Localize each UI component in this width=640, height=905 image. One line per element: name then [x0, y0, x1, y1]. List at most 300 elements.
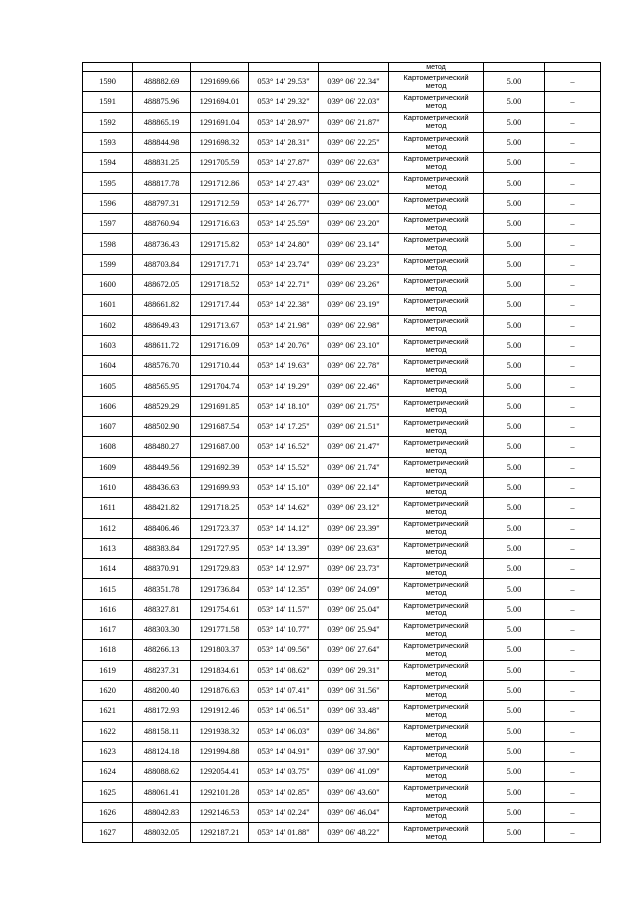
cell-latitude: 053° 14' 06.51": [249, 701, 319, 721]
cell-error: 5.00: [484, 214, 545, 234]
cell-method: [389, 538, 484, 558]
cell-longitude: 039° 06' 22.34": [319, 72, 389, 92]
cell-error: 5.00: [484, 660, 545, 680]
cell-y: 1292054.41: [191, 762, 249, 782]
cell-y: 1291727.95: [191, 538, 249, 558]
cell-method: [389, 132, 484, 152]
cell-note: –: [545, 579, 601, 599]
cell-point-number: 1605: [83, 376, 133, 396]
cell-longitude: 039° 06' 23.73": [319, 559, 389, 579]
method-line-2: метод: [425, 506, 447, 516]
cell-error: 5.00: [484, 640, 545, 660]
cell-y: 1291803.37: [191, 640, 249, 660]
cell-y: 1291699.93: [191, 477, 249, 497]
table-row: [83, 92, 601, 112]
cell-longitude: 039° 06' 21.51": [319, 417, 389, 437]
method-line-1: Картометрический: [403, 499, 469, 509]
cell-empty: [319, 63, 389, 72]
table-row: [83, 295, 601, 315]
cell-longitude: 039° 06' 23.14": [319, 234, 389, 254]
method-line-2: метод: [425, 263, 447, 273]
cell-note: –: [545, 132, 601, 152]
cell-latitude: 053° 14' 12.97": [249, 559, 319, 579]
cell-x: 488797.31: [133, 193, 191, 213]
table-row: [83, 173, 601, 193]
cell-note: –: [545, 376, 601, 396]
table-row: [83, 437, 601, 457]
cell-latitude: 053° 14' 19.63": [249, 356, 319, 376]
cell-point-number: 1607: [83, 417, 133, 437]
cell-note: –: [545, 315, 601, 335]
cell-empty: [249, 63, 319, 72]
cell-latitude: 053° 14' 13.39": [249, 538, 319, 558]
cell-latitude: 053° 14' 28.97": [249, 112, 319, 132]
cell-x: 488370.91: [133, 559, 191, 579]
cell-empty: [545, 63, 601, 72]
method-line-2: метод: [425, 730, 447, 740]
cell-note: –: [545, 559, 601, 579]
cell-point-number: 1615: [83, 579, 133, 599]
cell-longitude: 039° 06' 22.78": [319, 356, 389, 376]
cell-y: 1291712.59: [191, 193, 249, 213]
cell-note: –: [545, 477, 601, 497]
cell-error: 5.00: [484, 437, 545, 457]
cell-error: 5.00: [484, 802, 545, 822]
method-line-1: Картометрический: [403, 702, 469, 712]
method-line-2: метод: [425, 588, 447, 598]
cell-longitude: 039° 06' 22.14": [319, 477, 389, 497]
cell-point-number: 1608: [83, 437, 133, 457]
method-line-2: метод: [425, 811, 447, 821]
cell-longitude: 039° 06' 23.19": [319, 295, 389, 315]
table-row: [83, 599, 601, 619]
cell-error: 5.00: [484, 356, 545, 376]
cell-latitude: 053° 14' 18.10": [249, 396, 319, 416]
cell-note: –: [545, 741, 601, 761]
cell-longitude: 039° 06' 23.20": [319, 214, 389, 234]
cell-note: –: [545, 274, 601, 294]
cell-method: [389, 214, 484, 234]
cell-x: 488817.78: [133, 173, 191, 193]
method-line-2: метод: [425, 202, 447, 212]
method-line-1: Картометрический: [403, 113, 469, 123]
method-line-2: метод: [425, 709, 447, 719]
cell-x: 488529.29: [133, 396, 191, 416]
table-row: [83, 741, 601, 761]
cell-note: –: [545, 72, 601, 92]
cell-error: 5.00: [484, 112, 545, 132]
cell-method: [389, 417, 484, 437]
cell-x: 488042.83: [133, 802, 191, 822]
cell-longitude: 039° 06' 46.04": [319, 802, 389, 822]
cell-x: 488672.05: [133, 274, 191, 294]
cell-note: –: [545, 193, 601, 213]
cell-error: 5.00: [484, 741, 545, 761]
method-line-2: метод: [425, 527, 447, 537]
method-line-2: метод: [425, 770, 447, 780]
method-line-1: Картометрический: [403, 336, 469, 346]
cell-x: 488266.13: [133, 640, 191, 660]
cell-point-number: 1597: [83, 214, 133, 234]
cell-point-number: 1610: [83, 477, 133, 497]
cell-point-number: 1624: [83, 762, 133, 782]
method-line-2: метод: [425, 141, 447, 151]
cell-error: 5.00: [484, 234, 545, 254]
cell-note: –: [545, 762, 601, 782]
cell-note: –: [545, 173, 601, 193]
cell-note: –: [545, 396, 601, 416]
cell-longitude: 039° 06' 43.60": [319, 782, 389, 802]
cell-x: 488436.63: [133, 477, 191, 497]
cell-point-number: 1626: [83, 802, 133, 822]
cell-error: 5.00: [484, 315, 545, 335]
table-row: [83, 782, 601, 802]
method-line-1: Картометрический: [403, 377, 469, 387]
cell-error: 5.00: [484, 396, 545, 416]
cell-latitude: 053° 14' 28.31": [249, 132, 319, 152]
method-line-1: Картометрический: [403, 600, 469, 610]
cell-latitude: 053° 14' 02.24": [249, 802, 319, 822]
table-row: [83, 721, 601, 741]
cell-x: 488351.78: [133, 579, 191, 599]
cell-method: [389, 72, 484, 92]
cell-x: 488565.95: [133, 376, 191, 396]
cell-longitude: 039° 06' 21.74": [319, 457, 389, 477]
cell-latitude: 053° 14' 03.75": [249, 762, 319, 782]
cell-x: 488611.72: [133, 335, 191, 355]
method-line-1: Картометрический: [403, 214, 469, 224]
table-row: [83, 538, 601, 558]
cell-longitude: 039° 06' 48.22": [319, 822, 389, 842]
cell-x: 488421.82: [133, 498, 191, 518]
method-line-1: Картометрический: [403, 397, 469, 407]
cell-x: 488844.98: [133, 132, 191, 152]
cell-x: 488502.90: [133, 417, 191, 437]
cell-longitude: 039° 06' 24.09": [319, 579, 389, 599]
table-row: [83, 193, 601, 213]
method-line-2: метод: [425, 80, 447, 90]
cell-method: [389, 599, 484, 619]
cell-x: 488865.19: [133, 112, 191, 132]
cell-error: 5.00: [484, 173, 545, 193]
cell-latitude: 053° 14' 07.41": [249, 680, 319, 700]
method-line-1: Картометрический: [403, 722, 469, 732]
cell-method: [389, 234, 484, 254]
method-line-1: Картометрический: [403, 559, 469, 569]
cell-note: –: [545, 335, 601, 355]
cell-point-number: 1590: [83, 72, 133, 92]
method-line-2: метод: [425, 486, 447, 496]
table-row: [83, 214, 601, 234]
cell-longitude: 039° 06' 21.47": [319, 437, 389, 457]
cell-y: 1291713.67: [191, 315, 249, 335]
cell-error: 5.00: [484, 477, 545, 497]
cell-point-number: 1592: [83, 112, 133, 132]
cell-latitude: 053° 14' 21.98": [249, 315, 319, 335]
method-line-2: метод: [425, 689, 447, 699]
cell-y: 1291938.32: [191, 721, 249, 741]
cell-y: 1291691.04: [191, 112, 249, 132]
cell-x: 488088.62: [133, 762, 191, 782]
cell-method: [389, 254, 484, 274]
cell-latitude: 053° 14' 29.32": [249, 92, 319, 112]
cell-point-number: 1613: [83, 538, 133, 558]
cell-error: 5.00: [484, 559, 545, 579]
cell-point-number: 1622: [83, 721, 133, 741]
cell-note: –: [545, 417, 601, 437]
cell-x: 488649.43: [133, 315, 191, 335]
cell-error: 5.00: [484, 599, 545, 619]
method-line-1: Картометрический: [403, 641, 469, 651]
cell-longitude: 039° 06' 23.12": [319, 498, 389, 518]
cell-point-number: 1593: [83, 132, 133, 152]
table-body: [83, 63, 601, 843]
cell-point-number: 1599: [83, 254, 133, 274]
method-line-2: метод: [425, 243, 447, 253]
cell-point-number: 1617: [83, 620, 133, 640]
cell-longitude: 039° 06' 34.86": [319, 721, 389, 741]
cell-method: [389, 153, 484, 173]
cell-x: 488327.81: [133, 599, 191, 619]
table-row: [83, 680, 601, 700]
cell-point-number: 1603: [83, 335, 133, 355]
table-row: [83, 274, 601, 294]
cell-method: [389, 782, 484, 802]
method-line-2: метод: [425, 161, 447, 171]
method-line-1: Картометрический: [403, 275, 469, 285]
cell-y: 1291705.59: [191, 153, 249, 173]
cell-method: [389, 721, 484, 741]
cell-empty: [191, 63, 249, 72]
cell-y: 1291704.74: [191, 376, 249, 396]
cell-note: –: [545, 802, 601, 822]
cell-note: –: [545, 822, 601, 842]
cell-error: 5.00: [484, 376, 545, 396]
cell-y: 1291716.09: [191, 335, 249, 355]
cell-longitude: 039° 06' 31.56": [319, 680, 389, 700]
cell-point-number: 1591: [83, 92, 133, 112]
cell-y: 1291717.44: [191, 295, 249, 315]
method-line-1: Картометрический: [403, 194, 469, 204]
cell-latitude: 053° 14' 06.03": [249, 721, 319, 741]
cell-longitude: 039° 06' 22.25": [319, 132, 389, 152]
method-line-1: Картометрический: [403, 357, 469, 366]
cell-error: 5.00: [484, 498, 545, 518]
cell-y: 1291687.54: [191, 417, 249, 437]
method-line-1: Картометрический: [403, 133, 469, 143]
method-line-2: метод: [425, 648, 447, 658]
cell-point-number: 1604: [83, 356, 133, 376]
cell-method: [389, 620, 484, 640]
method-line-1: Картометрический: [403, 458, 469, 468]
cell-method: [389, 680, 484, 700]
cell-method: [389, 193, 484, 213]
method-line-2: метод: [425, 445, 447, 455]
method-line-2: метод: [425, 324, 447, 334]
cell-point-number: 1595: [83, 173, 133, 193]
cell-latitude: 053° 14' 22.38": [249, 295, 319, 315]
cell-longitude: 039° 06' 22.98": [319, 315, 389, 335]
method-line-2: метод: [425, 283, 447, 293]
cell-method: [389, 173, 484, 193]
cell-method: [389, 274, 484, 294]
cell-note: –: [545, 538, 601, 558]
cell-longitude: 039° 06' 22.46": [319, 376, 389, 396]
table-row: [83, 132, 601, 152]
cell-note: –: [545, 356, 601, 376]
cell-error: 5.00: [484, 153, 545, 173]
method-line-1: Картометрический: [403, 762, 469, 772]
cell-error: 5.00: [484, 538, 545, 558]
cell-point-number: 1618: [83, 640, 133, 660]
cell-note: –: [545, 498, 601, 518]
table-row: [83, 335, 601, 355]
cell-note: –: [545, 701, 601, 721]
method-line-2: метод: [425, 100, 447, 110]
table-row: [83, 396, 601, 416]
cell-error: 5.00: [484, 822, 545, 842]
cell-note: –: [545, 721, 601, 741]
cell-longitude: 039° 06' 37.90": [319, 741, 389, 761]
cell-y: 1291723.37: [191, 518, 249, 538]
method-line-1: Картометрический: [403, 783, 469, 793]
cell-longitude: 039° 06' 21.87": [319, 112, 389, 132]
cell-x: 488875.96: [133, 92, 191, 112]
cell-error: 5.00: [484, 72, 545, 92]
cell-error: 5.00: [484, 782, 545, 802]
cell-latitude: 053° 14' 26.77": [249, 193, 319, 213]
cell-latitude: 053° 14' 27.87": [249, 153, 319, 173]
cell-error: 5.00: [484, 762, 545, 782]
table-row: [83, 72, 601, 92]
cell-point-number: 1596: [83, 193, 133, 213]
method-line-2: метод: [425, 222, 447, 232]
method-line-2: метод: [425, 628, 447, 638]
table-row: [83, 559, 601, 579]
method-line-2: метод: [425, 750, 447, 760]
cell-note: –: [545, 680, 601, 700]
coordinates-table: [82, 62, 601, 843]
method-line-1: Картометрический: [403, 72, 469, 82]
cell-y: 1292146.53: [191, 802, 249, 822]
cell-x: 488061.41: [133, 782, 191, 802]
cell-method: [389, 802, 484, 822]
cell-latitude: 053° 14' 29.53": [249, 72, 319, 92]
cell-method: [389, 112, 484, 132]
cell-method: [389, 579, 484, 599]
method-line-2: метод: [425, 547, 447, 557]
cell-latitude: 053° 14' 17.25": [249, 417, 319, 437]
cell-note: –: [545, 153, 601, 173]
cell-method: [389, 437, 484, 457]
cell-method: [389, 396, 484, 416]
method-line-2: метод: [425, 364, 447, 374]
cell-note: –: [545, 295, 601, 315]
cell-latitude: 053° 14' 08.62": [249, 660, 319, 680]
cell-point-number: 1600: [83, 274, 133, 294]
cell-method: [389, 356, 484, 376]
cell-latitude: 053° 14' 27.43": [249, 173, 319, 193]
method-line-2: метод: [425, 121, 447, 131]
method-line-2: метод: [425, 669, 447, 679]
cell-y: 1291834.61: [191, 660, 249, 680]
method-line-2: метод: [425, 466, 447, 476]
cell-longitude: 039° 06' 29.31": [319, 660, 389, 680]
cell-error: 5.00: [484, 335, 545, 355]
cell-empty: [133, 63, 191, 72]
table-row: [83, 417, 601, 437]
cell-y: 1291729.83: [191, 559, 249, 579]
cell-point-number: 1625: [83, 782, 133, 802]
cell-x: 488736.43: [133, 234, 191, 254]
cell-error: 5.00: [484, 620, 545, 640]
cell-y: 1291699.66: [191, 72, 249, 92]
cell-longitude: 039° 06' 22.63": [319, 153, 389, 173]
cell-latitude: 053° 14' 22.71": [249, 274, 319, 294]
method-line-2: метод: [425, 791, 447, 801]
cell-longitude: 039° 06' 25.94": [319, 620, 389, 640]
cell-longitude: 039° 06' 41.09": [319, 762, 389, 782]
cell-error: 5.00: [484, 132, 545, 152]
table-row: [83, 315, 601, 335]
table-row: [83, 356, 601, 376]
method-line-1: Картометрический: [403, 823, 469, 833]
cell-latitude: 053° 14' 25.59": [249, 214, 319, 234]
method-line-2: метод: [425, 567, 447, 577]
method-line-1: Картометрический: [403, 316, 469, 326]
method-line-1: Картометрический: [403, 681, 469, 691]
method-line-1: Картометрический: [403, 255, 469, 265]
cell-note: –: [545, 92, 601, 112]
cell-method: [389, 741, 484, 761]
method-line-2: метод: [425, 182, 447, 192]
cell-note: –: [545, 214, 601, 234]
cell-error: 5.00: [484, 193, 545, 213]
cell-y: 1291710.44: [191, 356, 249, 376]
cell-error: 5.00: [484, 274, 545, 294]
table-row: [83, 457, 601, 477]
table-row: [83, 579, 601, 599]
cell-x: 488661.82: [133, 295, 191, 315]
cell-note: –: [545, 660, 601, 680]
cell-method: [389, 477, 484, 497]
cell-method: [389, 701, 484, 721]
cell-method: [389, 457, 484, 477]
cell-longitude: 039° 06' 33.48": [319, 701, 389, 721]
cell-point-number: 1606: [83, 396, 133, 416]
cell-note: –: [545, 254, 601, 274]
cell-x: 488406.46: [133, 518, 191, 538]
method-line-1: Картометрический: [403, 580, 469, 590]
cell-y: 1291717.71: [191, 254, 249, 274]
cell-x: 488237.31: [133, 660, 191, 680]
method-line-2: метод: [425, 385, 447, 395]
method-line-1: Картометрический: [403, 803, 469, 813]
method-line-1: Картометрический: [403, 478, 469, 488]
cell-error: 5.00: [484, 417, 545, 437]
cell-point-number: 1627: [83, 822, 133, 842]
cell-longitude: 039° 06' 23.63": [319, 538, 389, 558]
cell-error: 5.00: [484, 295, 545, 315]
method-line-2: метод: [425, 405, 447, 415]
cell-y: 1292101.28: [191, 782, 249, 802]
cell-method: [389, 762, 484, 782]
cell-latitude: 053° 14' 15.52": [249, 457, 319, 477]
cell-x: 488760.94: [133, 214, 191, 234]
cell-latitude: 053° 14' 11.57": [249, 599, 319, 619]
cell-method: [389, 498, 484, 518]
cell-y: 1291876.63: [191, 680, 249, 700]
